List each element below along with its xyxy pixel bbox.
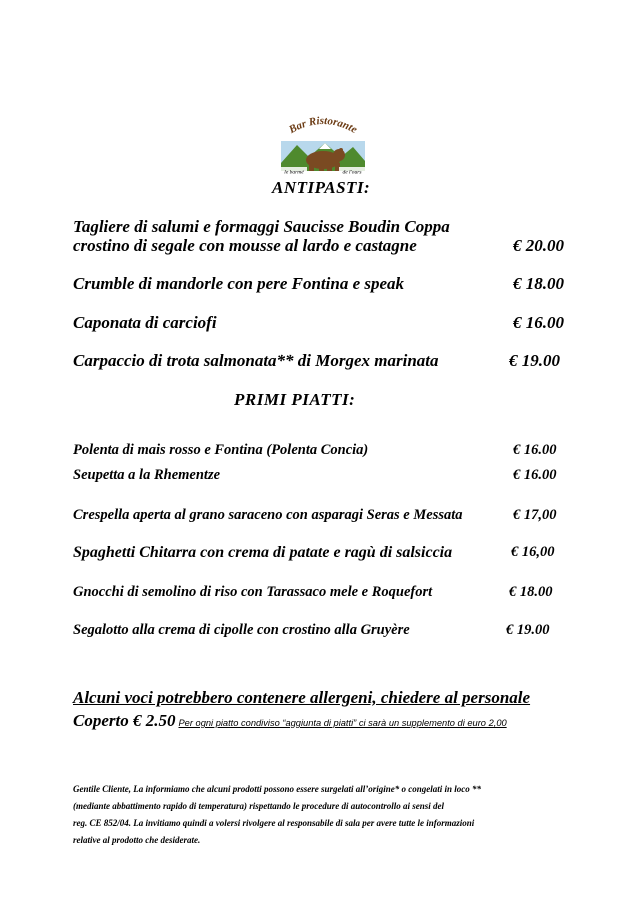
footnote-line-3: reg. CE 852/04. La invitiamo quindi a volersi rivolgere al responsabile di sala per avere tutte le informazioni <box>73 818 475 828</box>
primi-item-3-name: Crespella aperta al grano saraceno con asparagi Seras e Messata <box>73 507 463 523</box>
primi-item-5-name: Gnocchi di semolino di riso con Tarassaco mele e Roquefort <box>73 584 433 600</box>
primi-item-1-price: € 16.00 <box>513 442 557 458</box>
antipasti-item-1-line-1: Tagliere di salumi e formaggi Saucisse Boudin Coppa <box>73 217 450 236</box>
antipasti-item-1-line-2: crostino di segale con mousse al lardo e castagne <box>73 236 417 255</box>
primi-item-1-name: Polenta di mais rosso e Fontina (Polenta Concia) <box>73 442 369 458</box>
coperto-line <box>73 711 507 731</box>
footnote-line-4: relative al prodotto che desiderate. <box>73 835 201 845</box>
allergen-notice: Alcuni voci potrebbero contenere allergeni, chiedere al personale <box>73 688 531 707</box>
primi-item-6-name: Segalotto alla crema di cipolle con crostino alla Gruyère <box>73 622 410 638</box>
antipasti-heading: ANTIPASTI: <box>272 178 371 197</box>
primi-item-4-name: Spaghetti Chitarra con crema di patate e ragù di salsiccia <box>73 544 453 561</box>
antipasti-item-4-name: Carpaccio di trota salmonata** di Morgex marinata <box>73 351 439 370</box>
footnote-line-2: (mediante abbattimento rapido di temperatura) rispettando le procedure di autocontrollo ai sensi del <box>73 801 445 811</box>
coperto-label: Coperto € 2.50 <box>73 711 176 730</box>
antipasti-item-2-name: Crumble di mandorle con pere Fontina e speak <box>73 274 405 293</box>
primi-item-2-name: Seupetta a la Rhementze <box>73 467 221 483</box>
antipasti-item-3-name: Caponata di carciofi <box>73 313 217 332</box>
primi-heading: PRIMI PIATTI: <box>234 390 356 409</box>
antipasti-item-2-price: € 18.00 <box>513 274 564 293</box>
primi-item-2-price: € 16.00 <box>513 467 557 483</box>
footnote <box>73 781 573 849</box>
antipasti-item-3-price: € 16.00 <box>513 313 564 332</box>
coperto-note: Per ogni piatto condiviso “aggiunta di piatti” ci sarà un supplemento di euro 2,00 <box>178 718 507 728</box>
logo-left-text: le barmé <box>284 169 304 175</box>
primi-item-6-price: € 19.00 <box>506 622 550 638</box>
logo-title: Bar Ristorante <box>287 114 360 137</box>
primi-item-5-price: € 18.00 <box>509 584 553 600</box>
primi-item-4-price: € 16,00 <box>511 544 555 560</box>
restaurant-logo <box>275 113 371 175</box>
antipasti-item-1-price: € 20.00 <box>513 236 564 255</box>
antipasti-item-4-price: € 19.00 <box>509 351 560 370</box>
footnote-line-1: Gentile Cliente, La informiamo che alcuni prodotti possono essere surgelati all’origine* o congelati in loco ** <box>73 784 482 794</box>
logo-right-text: de l'ours <box>342 169 362 175</box>
primi-item-3-price: € 17,00 <box>513 507 557 523</box>
svg-text:Bar Ristorante <box>286 115 359 136</box>
